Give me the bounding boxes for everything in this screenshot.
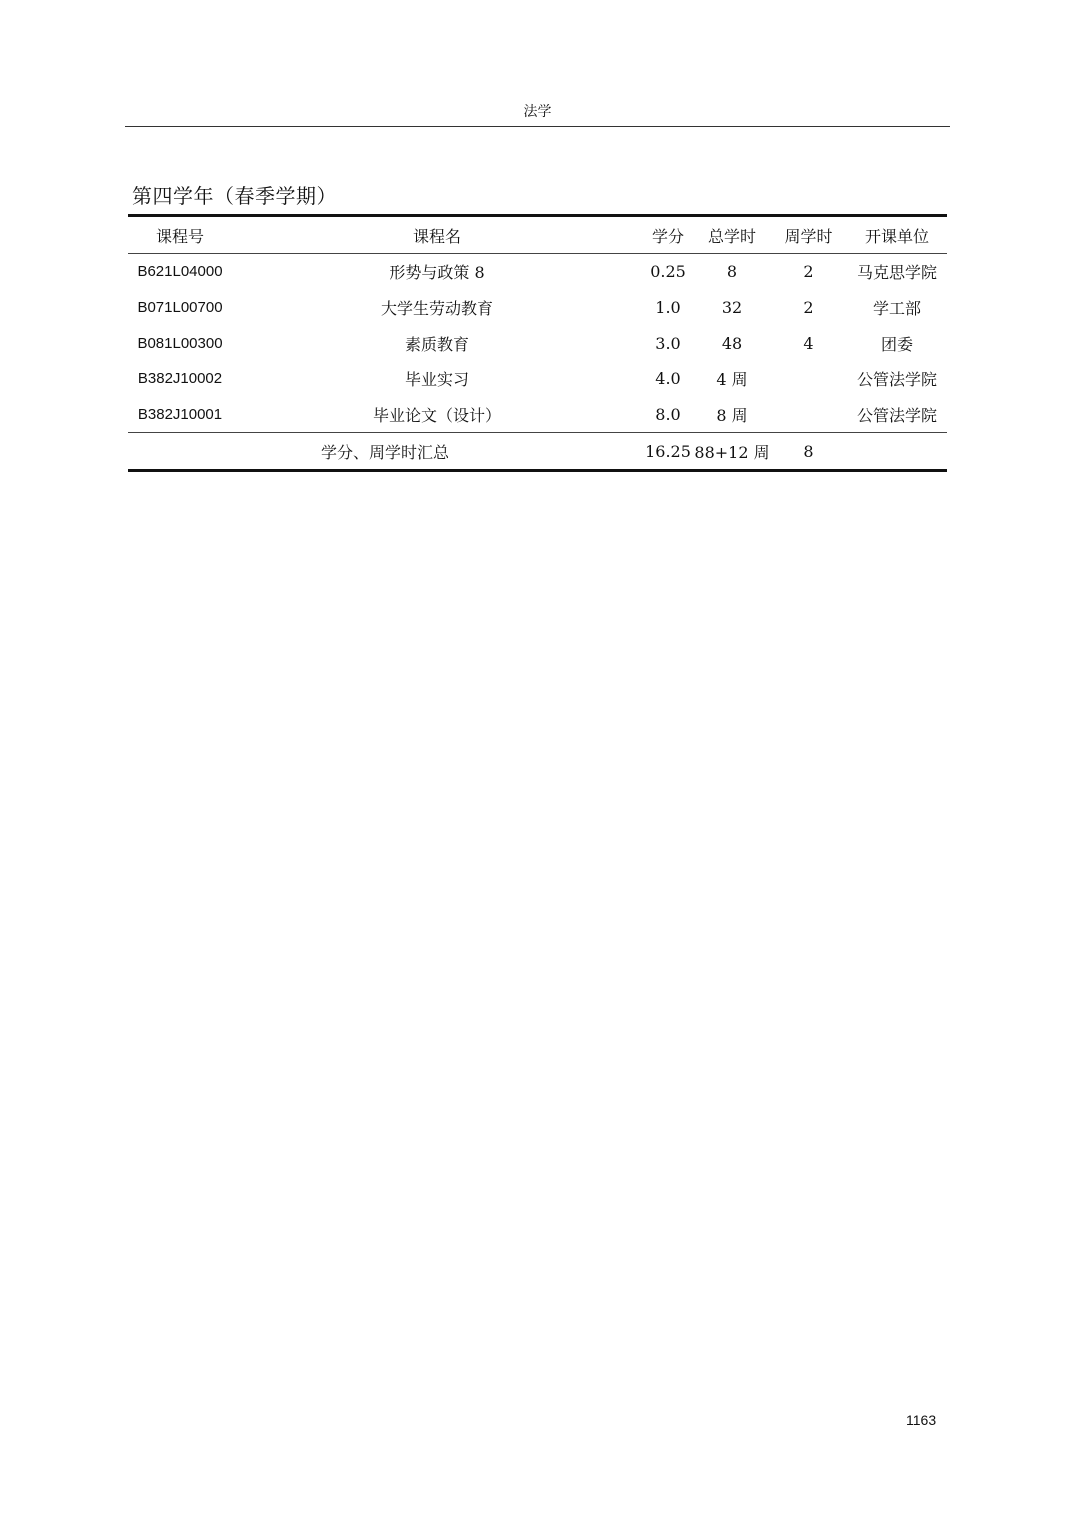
summary-label: 学分、周学时汇总	[320, 442, 449, 462]
course-weekly-hours: 2	[803, 298, 814, 318]
running-header: 法学	[125, 102, 950, 127]
course-total-hours: 8	[726, 262, 738, 282]
table-row	[128, 254, 947, 290]
course-code: B081L00300	[137, 334, 223, 352]
course-code: B382J10001	[137, 406, 223, 424]
section-title: 第四学年（春季学期）	[132, 184, 337, 208]
table-header	[128, 216, 947, 254]
course-credit: 4.0	[655, 369, 681, 389]
course-table	[128, 214, 947, 472]
course-code: B382J10002	[137, 370, 223, 388]
course-weekly-hours	[770, 397, 847, 433]
course-name: 形势与政策 8	[389, 263, 485, 283]
header-weekly-hours: 周学时	[784, 226, 833, 246]
table-row	[128, 325, 947, 361]
course-name: 大学生劳动教育	[380, 299, 493, 319]
course-total-hours: 48	[721, 333, 743, 353]
page-number: 1163	[906, 1412, 937, 1428]
header-total-hours: 总学时	[707, 226, 756, 246]
summary-total-hours: 88+12 周	[694, 442, 770, 462]
course-name: 素质教育	[404, 334, 469, 354]
summary-credit: 16.25	[645, 441, 691, 461]
course-department: 团委	[880, 334, 913, 354]
course-total-hours: 32	[721, 298, 743, 318]
course-department: 马克思学院	[856, 263, 937, 283]
summary-department	[847, 433, 947, 471]
course-weekly-hours: 2	[803, 262, 814, 282]
header-credit: 学分	[651, 226, 684, 246]
summary-weekly-hours: 8	[803, 441, 814, 461]
course-weekly-hours	[770, 361, 847, 397]
course-credit: 3.0	[655, 333, 681, 353]
header-course-name: 课程名	[412, 226, 461, 246]
summary-row	[128, 433, 947, 471]
course-name: 毕业论文（设计）	[372, 406, 501, 426]
course-total-hours: 4 周	[716, 370, 748, 390]
table-row	[128, 290, 947, 326]
table-body	[128, 254, 947, 471]
course-code: B621L04000	[137, 263, 223, 281]
course-department: 公管法学院	[856, 406, 937, 426]
table-row	[128, 361, 947, 397]
course-name: 毕业实习	[404, 370, 469, 390]
course-credit: 0.25	[650, 262, 686, 282]
course-credit: 1.0	[655, 298, 681, 318]
course-department: 学工部	[872, 299, 921, 319]
course-code: B071L00700	[137, 299, 223, 317]
course-weekly-hours: 4	[803, 333, 814, 353]
course-department: 公管法学院	[856, 370, 937, 390]
course-credit: 8.0	[655, 405, 681, 425]
header-course-code: 课程号	[155, 226, 204, 246]
header-department: 开课单位	[864, 226, 929, 246]
course-total-hours: 8 周	[716, 406, 748, 426]
table-row	[128, 397, 947, 433]
